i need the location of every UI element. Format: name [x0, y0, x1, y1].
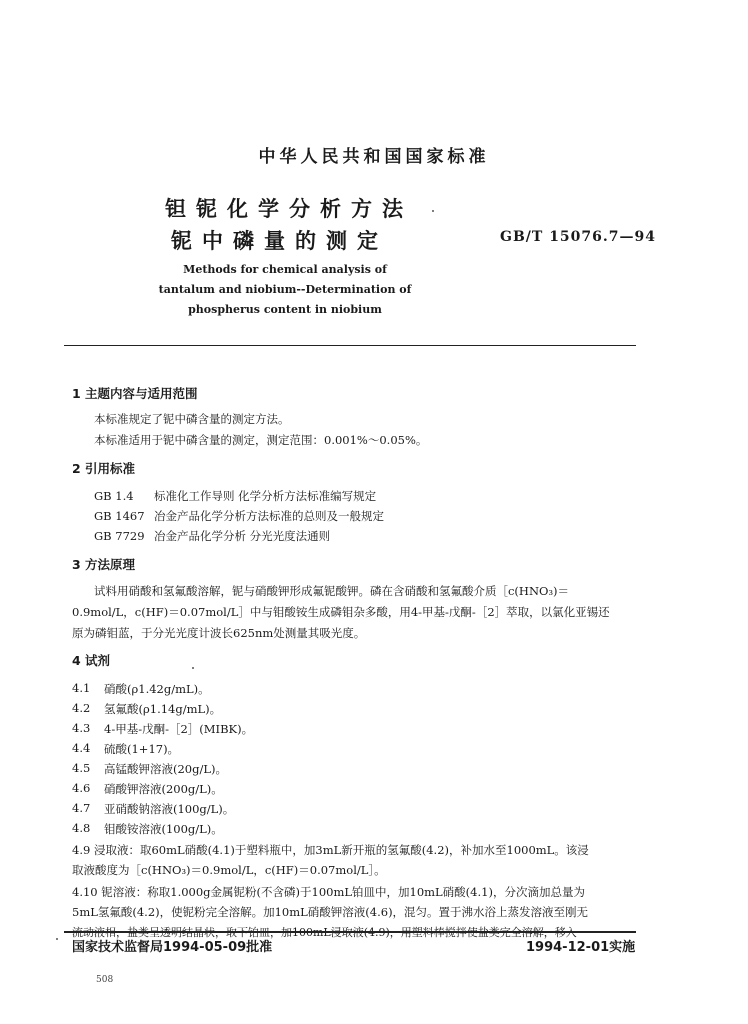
reference-item	[94, 488, 376, 504]
scan-speck	[432, 210, 434, 212]
footer-divider	[64, 931, 636, 933]
paragraph-line: 本标准适用于铌中磷含量的测定，测定范围：0.001%～0.05%。	[94, 433, 428, 447]
english-title-line: phospherus content in niobium	[188, 303, 382, 316]
reagent-text: 钼酸铵溶液(100g/L)。	[104, 822, 223, 836]
section-heading: 3 方法原理	[72, 557, 136, 572]
paragraph-line: 5mL氢氟酸(4.2)，使铌粉完全溶解。加10mL硝酸钾溶液(4.6)，混匀。置于沸水浴上蒸发溶液至刚无	[72, 905, 589, 919]
approval-line: 国家技术监督局1994-05-09批准	[72, 940, 273, 955]
document-subtitle: 铌中磷量的测定	[171, 229, 388, 253]
paragraph-line: 4.10 铌溶液：称取1.000g金属铌粉(不含磷)于100mL铂皿中，加10mL硝酸(4.1)，分次滴加总量为	[72, 885, 585, 899]
item-number: 4.4	[72, 741, 91, 755]
reagent-text: 氢氟酸(ρ1.14g/mL)。	[104, 702, 222, 716]
reference-title: 冶金产品化学分析 分光光度法通则	[154, 529, 331, 543]
section-heading: 2 引用标准	[72, 461, 136, 476]
document-title: 钽铌化学分析方法	[165, 197, 413, 221]
page-number: 508	[96, 975, 114, 985]
reagent-text: 亚硝酸钠溶液(100g/L)。	[104, 802, 235, 816]
paragraph-line: 4.9 浸取液：取60mL硝酸(4.1)于塑料瓶中，加3mL新开瓶的氢氟酸(4.2)，补加水至1000mL。该浸	[72, 843, 589, 857]
english-title-line: tantalum and niobium--Determination of	[158, 283, 412, 296]
item-number: 4.8	[72, 821, 91, 835]
scan-speck	[56, 938, 58, 940]
item-number: 4.2	[72, 701, 91, 715]
paragraph-line: 原为磷钼蓝，于分光光度计波长625nm处测量其吸光度。	[72, 626, 366, 640]
reagent-text: 硝酸(ρ1.42g/mL)。	[104, 682, 210, 696]
scan-speck	[192, 667, 194, 669]
reagent-text: 4-甲基-戊酮-［2］(MIBK)。	[104, 722, 254, 736]
section-heading: 4 试剂	[72, 653, 111, 668]
reference-title: 冶金产品化学分析方法标准的总则及一般规定	[154, 509, 384, 523]
header-divider	[64, 345, 636, 346]
implementation-date: 1994-12-01实施	[526, 940, 636, 955]
reference-title: 标准化工作导则 化学分析方法标准编写规定	[154, 489, 377, 503]
paragraph-line: 本标准规定了铌中磷含量的测定方法。	[94, 412, 290, 426]
reference-item	[94, 528, 330, 544]
reference-code: GB 1467	[94, 509, 145, 523]
english-title-line: Methods for chemical analysis of	[183, 263, 387, 276]
paragraph-line: 流动液相，盐类呈透明结晶状，取下铂皿，加100mL浸取液(4.9)，用塑料棒搅拌使盐类完全溶解，移入	[72, 926, 577, 939]
paragraph-line: 取液酸度为［c(HNO₃)＝0.9mol/L，c(HF)＝0.07mol/L］。	[72, 863, 386, 877]
item-number: 4.6	[72, 781, 91, 795]
reference-code: GB 7729	[94, 529, 145, 543]
paragraph-line: 0.9mol/L，c(HF)＝0.07mol/L］中与钼酸铵生成磷钼杂多酸，用4-甲基-戊酮-［2］萃取，以氯化亚锡还	[72, 605, 610, 619]
reference-code: GB 1.4	[94, 489, 134, 503]
item-number: 4.1	[72, 681, 91, 695]
paragraph-line: 试料用硝酸和氢氟酸溶解，铌与硝酸钾形成氟铌酸钾。磷在含硝酸和氢氟酸介质［c(HNO₃)＝	[94, 584, 570, 598]
item-number: 4.5	[72, 761, 91, 775]
reagent-text: 硝酸钾溶液(200g/L)。	[104, 782, 223, 796]
issuing-authority: 中华人民共和国国家标准	[258, 147, 490, 167]
standard-number: GB/T 15076.7—94	[500, 229, 656, 245]
reagent-text: 硫酸(1+17)。	[104, 742, 180, 756]
reference-item	[94, 508, 384, 524]
section-heading: 1 主题内容与适用范围	[72, 386, 198, 401]
item-number: 4.3	[72, 721, 91, 735]
item-number: 4.7	[72, 801, 91, 815]
reagent-text: 高锰酸钾溶液(20g/L)。	[104, 762, 227, 776]
